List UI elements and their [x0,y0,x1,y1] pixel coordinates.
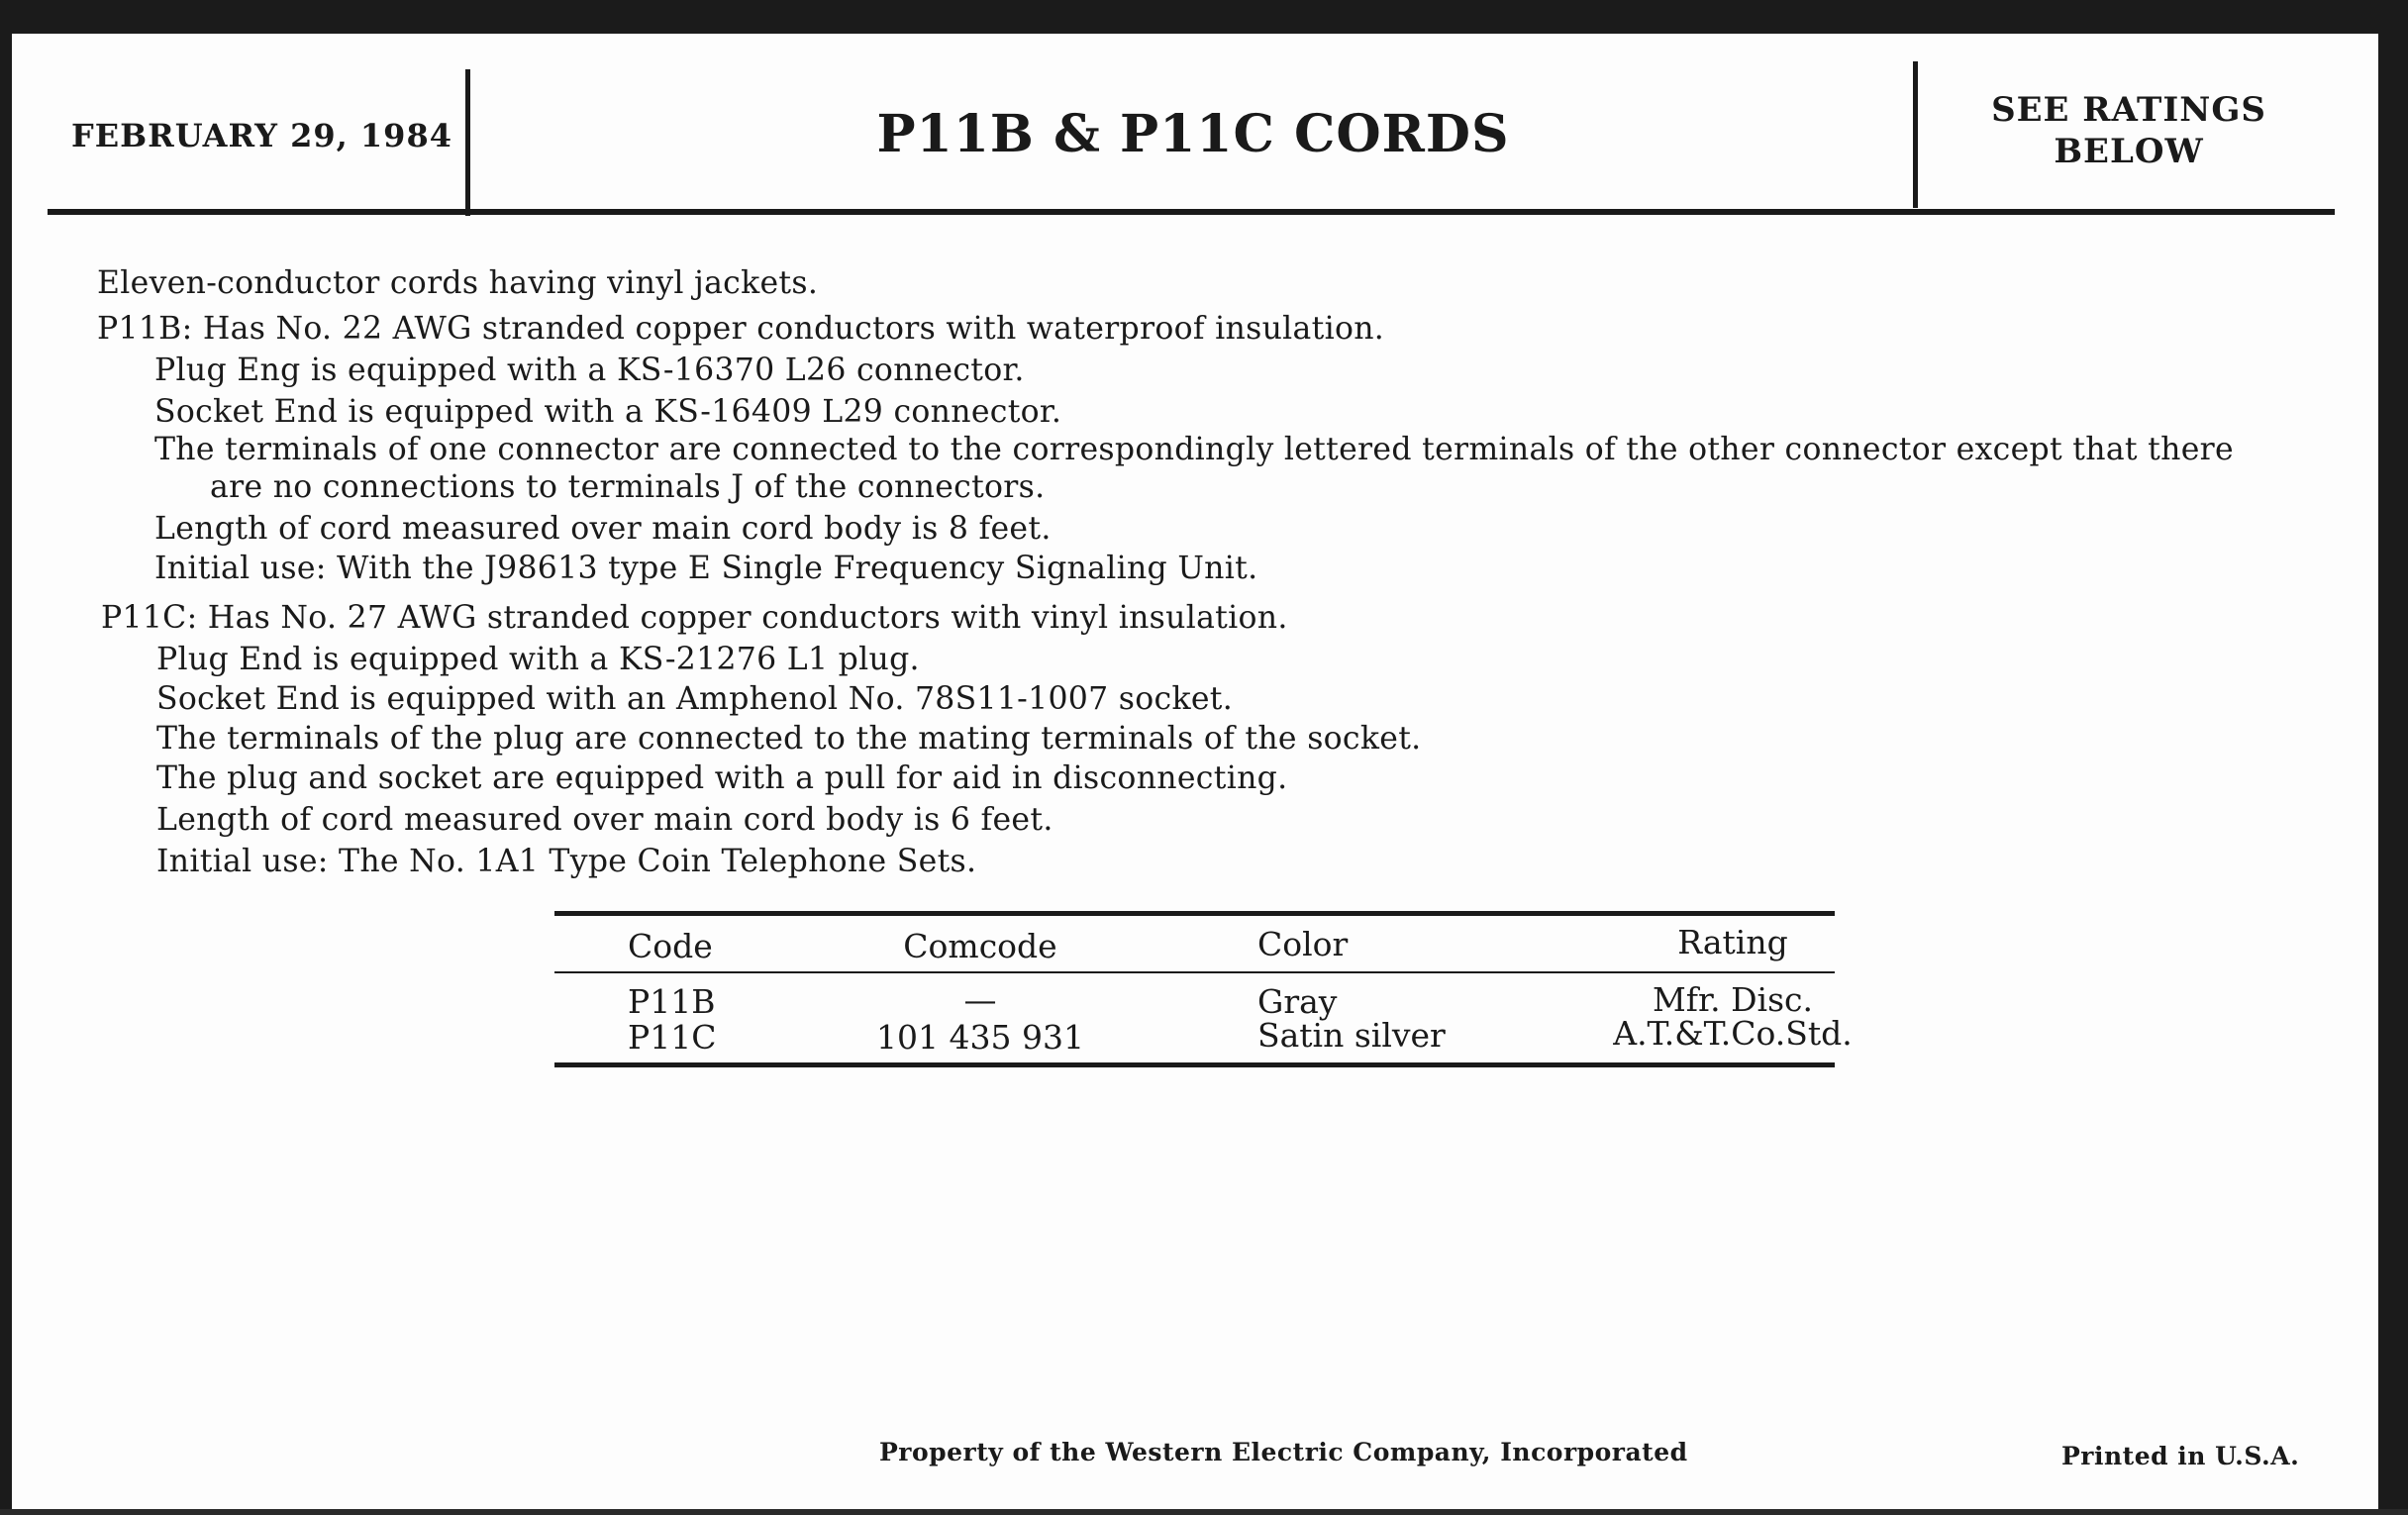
table-rule-bottom [554,1062,1835,1067]
scan-border-top [0,0,2408,34]
scan-border-bottom [0,1509,2408,1515]
table-header-color: Color [1257,925,1349,963]
table-cell-code: P11C [628,1018,717,1057]
p11b-plug: Plug Eng is equipped with a KS-16370 L26 connector. [154,353,1025,388]
p11c-pull: The plug and socket are equipped with a pull for aid in disconnecting. [156,760,1288,796]
footer-property-notice: Property of the Western Electric Company, Incorporated [879,1438,1688,1466]
table-rule-top [554,911,1835,916]
table-cell-comcode: 101 435 931 [876,1018,1084,1057]
footer-printed-in: Printed in U.S.A. [2061,1442,2300,1470]
table-cell-rating: A.T.&T.Co.Std. [1613,1014,1853,1053]
table-cell-comcode: — [963,980,997,1019]
scan-border-left [0,0,12,1515]
issue-date: FEBRUARY 29, 1984 [71,117,452,154]
ratings-note [1926,89,2332,172]
table-cell-color: Gray [1257,982,1338,1021]
table-cell-color: Satin silver [1257,1016,1446,1055]
p11b-length: Length of cord measured over main cord body is 8 feet. [154,511,1052,547]
p11b-socket: Socket End is equipped with a KS-16409 L29 connector. [154,394,1062,430]
p11b-terminals-line2: are no connections to terminals J of the connectors. [210,469,1046,505]
p11c-plug: Plug End is equipped with a KS-21276 L1 plug. [156,642,920,677]
p11b-terminals-line1: The terminals of one connector are connected to the correspondingly lettered terminals of the other connector except that there [154,432,2234,467]
ratings-note-line2: BELOW [2054,132,2204,171]
table-header-code: Code [628,927,713,965]
p11c-initial-use: Initial use: The No. 1A1 Type Coin Telephone Sets. [156,844,977,879]
p11c-heading: P11C: Has No. 27 AWG stranded copper conductors with vinyl insulation. [101,600,1288,636]
p11c-length: Length of cord measured over main cord body is 6 feet. [156,802,1054,838]
p11c-socket: Socket End is equipped with an Amphenol No. 78S11-1007 socket. [156,681,1234,717]
table-cell-code: P11B [628,982,716,1021]
p11c-terminals: The terminals of the plug are connected to the mating terminals of the socket. [156,721,1422,757]
table-rule-header [554,971,1835,973]
header-rule [48,209,2335,215]
header-divider-right [1913,61,1918,208]
document-title: P11B & P11C CORDS [876,104,1510,164]
p11b-initial-use: Initial use: With the J98613 type E Single Frequency Signaling Unit. [154,551,1258,586]
ratings-note-line1: SEE RATINGS [1991,90,2266,130]
table-header-rating: Rating [1677,923,1788,961]
intro-text: Eleven-conductor cords having vinyl jackets. [97,265,819,301]
scan-border-right [2378,0,2408,1515]
p11b-heading: P11B: Has No. 22 AWG stranded copper conductors with waterproof insulation. [97,311,1385,347]
table-cell-rating: Mfr. Disc. [1652,980,1814,1019]
table-header-comcode: Comcode [903,927,1057,965]
header-divider-left [465,69,470,216]
